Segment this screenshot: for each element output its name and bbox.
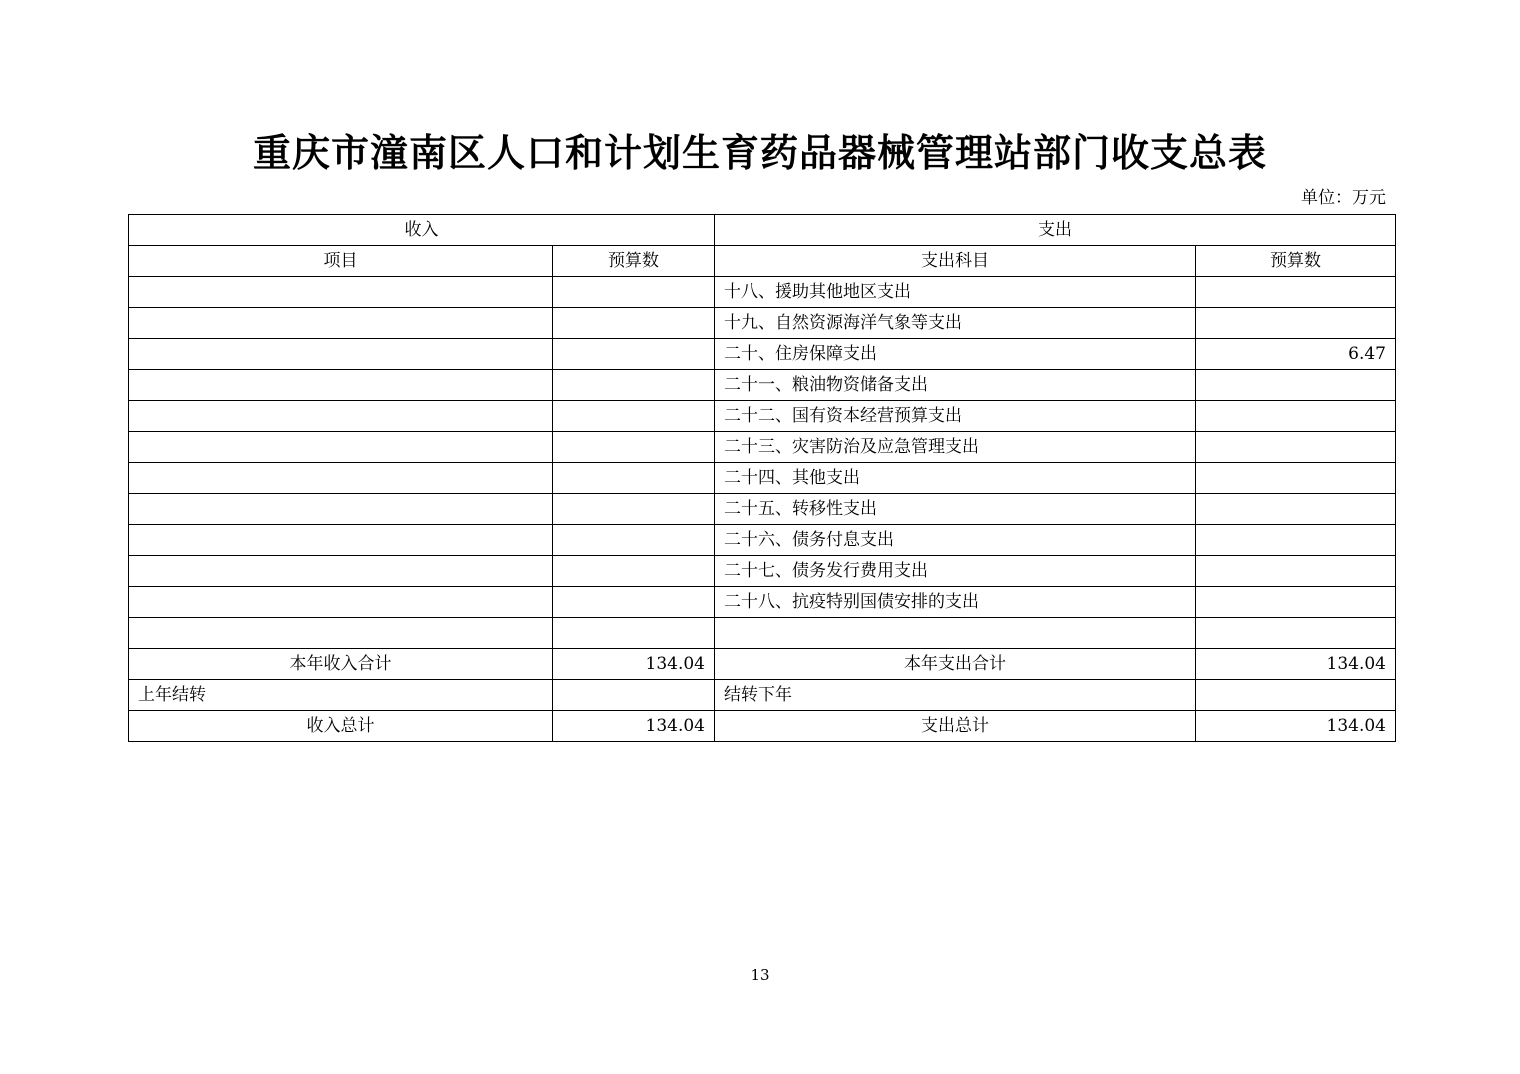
expense-amount-cell (1196, 618, 1396, 649)
expense-item-cell: 二十四、其他支出 (715, 463, 1196, 494)
income-item-cell (129, 370, 553, 401)
income-item-cell (129, 618, 553, 649)
carry-out-label: 结转下年 (715, 680, 1196, 711)
income-amount-cell (553, 401, 715, 432)
year-income-total-label: 本年收入合计 (129, 649, 553, 680)
income-amount-cell (553, 587, 715, 618)
year-income-total-value: 134.04 (553, 649, 715, 680)
income-amount-cell (553, 525, 715, 556)
income-item-cell (129, 494, 553, 525)
expense-item-cell: 二十八、抗疫特别国债安排的支出 (715, 587, 1196, 618)
year-total-row (129, 649, 1396, 680)
total-income-value: 134.04 (553, 711, 715, 742)
expense-item-header: 支出科目 (715, 246, 1196, 277)
expense-amount-cell (1196, 587, 1396, 618)
income-item-cell (129, 277, 553, 308)
income-amount-cell (553, 463, 715, 494)
carry-in-value (553, 680, 715, 711)
income-item-cell (129, 308, 553, 339)
expense-amount-header: 预算数 (1196, 246, 1396, 277)
expense-amount-cell (1196, 556, 1396, 587)
expense-item-cell: 二十六、债务付息支出 (715, 525, 1196, 556)
unit-label: 单位：万元 (1301, 188, 1386, 208)
total-expense-label: 支出总计 (715, 711, 1196, 742)
income-amount-cell (553, 432, 715, 463)
table-row (129, 339, 1396, 370)
income-item-cell (129, 525, 553, 556)
table-row (129, 308, 1396, 339)
expense-amount-cell (1196, 277, 1396, 308)
expense-header: 支出 (715, 215, 1396, 246)
income-amount-cell (553, 494, 715, 525)
expense-item-cell: 二十二、国有资本经营预算支出 (715, 401, 1196, 432)
budget-table (128, 214, 1396, 742)
income-amount-header: 预算数 (553, 246, 715, 277)
carry-over-row (129, 680, 1396, 711)
table-row (129, 556, 1396, 587)
income-header: 收入 (129, 215, 715, 246)
income-item-cell (129, 339, 553, 370)
table-row (129, 494, 1396, 525)
year-expense-total-value: 134.04 (1196, 649, 1396, 680)
expense-item-cell: 二十三、灾害防治及应急管理支出 (715, 432, 1196, 463)
expense-amount-cell (1196, 494, 1396, 525)
income-amount-cell (553, 556, 715, 587)
expense-amount-cell (1196, 308, 1396, 339)
expense-amount-cell: 6.47 (1196, 339, 1396, 370)
income-item-cell (129, 587, 553, 618)
carry-in-label: 上年结转 (129, 680, 553, 711)
income-amount-cell (553, 339, 715, 370)
table-row (129, 618, 1396, 649)
expense-amount-cell (1196, 432, 1396, 463)
expense-item-cell (715, 618, 1196, 649)
income-item-header: 项目 (129, 246, 553, 277)
table-row (129, 277, 1396, 308)
expense-amount-cell (1196, 370, 1396, 401)
income-item-cell (129, 401, 553, 432)
table-row (129, 432, 1396, 463)
table-row (129, 525, 1396, 556)
header-row-columns (129, 246, 1396, 277)
expense-item-cell: 二十五、转移性支出 (715, 494, 1196, 525)
expense-amount-cell (1196, 463, 1396, 494)
expense-amount-cell (1196, 401, 1396, 432)
year-expense-total-label: 本年支出合计 (715, 649, 1196, 680)
page-number: 13 (750, 966, 770, 984)
carry-out-value (1196, 680, 1396, 711)
income-amount-cell (553, 370, 715, 401)
income-amount-cell (553, 277, 715, 308)
total-expense-value: 134.04 (1196, 711, 1396, 742)
expense-item-cell: 二十七、债务发行费用支出 (715, 556, 1196, 587)
income-item-cell (129, 463, 553, 494)
table-row (129, 401, 1396, 432)
table-row (129, 463, 1396, 494)
income-item-cell (129, 556, 553, 587)
table-row (129, 370, 1396, 401)
income-amount-cell (553, 618, 715, 649)
income-item-cell (129, 432, 553, 463)
total-income-label: 收入总计 (129, 711, 553, 742)
expense-item-cell: 十九、自然资源海洋气象等支出 (715, 308, 1196, 339)
expense-amount-cell (1196, 525, 1396, 556)
page-title: 重庆市潼南区人口和计划生育药品器械管理站部门收支总表 (252, 130, 1267, 175)
income-amount-cell (553, 308, 715, 339)
expense-item-cell: 十八、援助其他地区支出 (715, 277, 1196, 308)
header-row-group (129, 215, 1396, 246)
expense-item-cell: 二十一、粮油物资储备支出 (715, 370, 1196, 401)
grand-total-row (129, 711, 1396, 742)
expense-item-cell: 二十、住房保障支出 (715, 339, 1196, 370)
table-row (129, 587, 1396, 618)
